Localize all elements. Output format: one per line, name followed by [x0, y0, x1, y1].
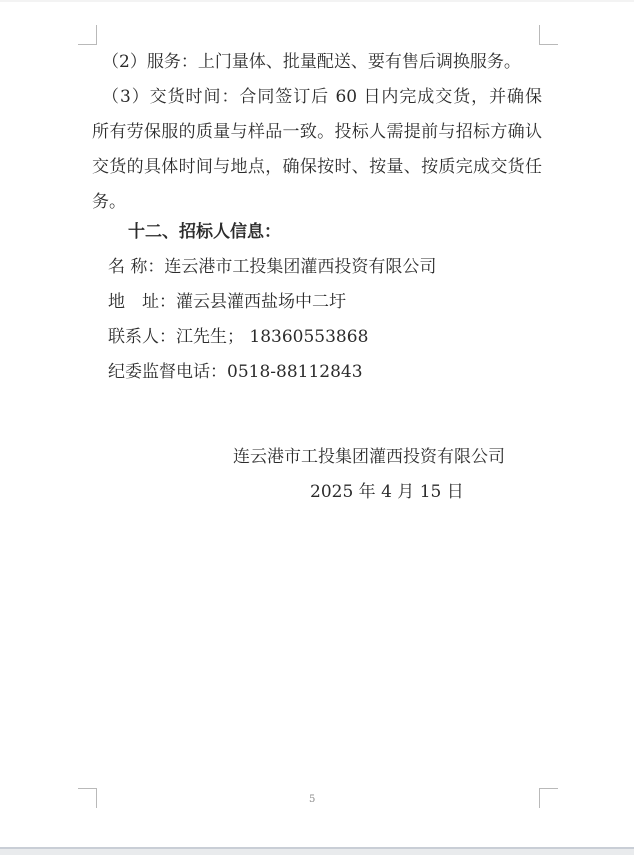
document-body	[92, 45, 542, 510]
page-number: 5	[309, 794, 316, 805]
body-line-delivery-1: （3）交货时间：合同签订后 60 日内完成交货，并确保	[102, 87, 542, 107]
body-line-delivery-2: 所有劳保服的质量与样品一致。投标人需提前与招标方确认	[92, 122, 542, 142]
body-line-service: （2）服务：上门量体、批量配送、要有售后调换服务。	[102, 52, 521, 72]
signature-company: 连云港市工投集团灌西投资有限公司	[233, 447, 505, 467]
signature-date: 2025 年 4 月 15 日	[310, 482, 464, 502]
page-top-edge	[0, 0, 634, 2]
bidder-contact-line: 联系人：江先生； 18360553868	[108, 327, 369, 347]
body-line-delivery-3: 交货的具体时间与地点，确保按时、按量、按质完成交货任	[92, 157, 542, 177]
text-boundary-mark-bottom-right	[539, 788, 558, 808]
bidder-address-line: 地 址：灌云县灌西盐场中二圩	[108, 292, 346, 312]
text-boundary-mark-top-left	[78, 25, 97, 45]
page-gap-background	[0, 849, 634, 855]
bidder-supervision-phone-line: 纪委监督电话：0518-88112843	[108, 362, 363, 382]
section-heading-bidder-info: 十二、招标人信息：	[128, 222, 281, 242]
text-boundary-mark-top-right	[539, 25, 558, 45]
text-boundary-mark-bottom-left	[78, 788, 97, 808]
bidder-name-line: 名 称：连云港市工投集团灌西投资有限公司	[108, 257, 437, 277]
body-line-delivery-4: 务。	[92, 192, 126, 212]
